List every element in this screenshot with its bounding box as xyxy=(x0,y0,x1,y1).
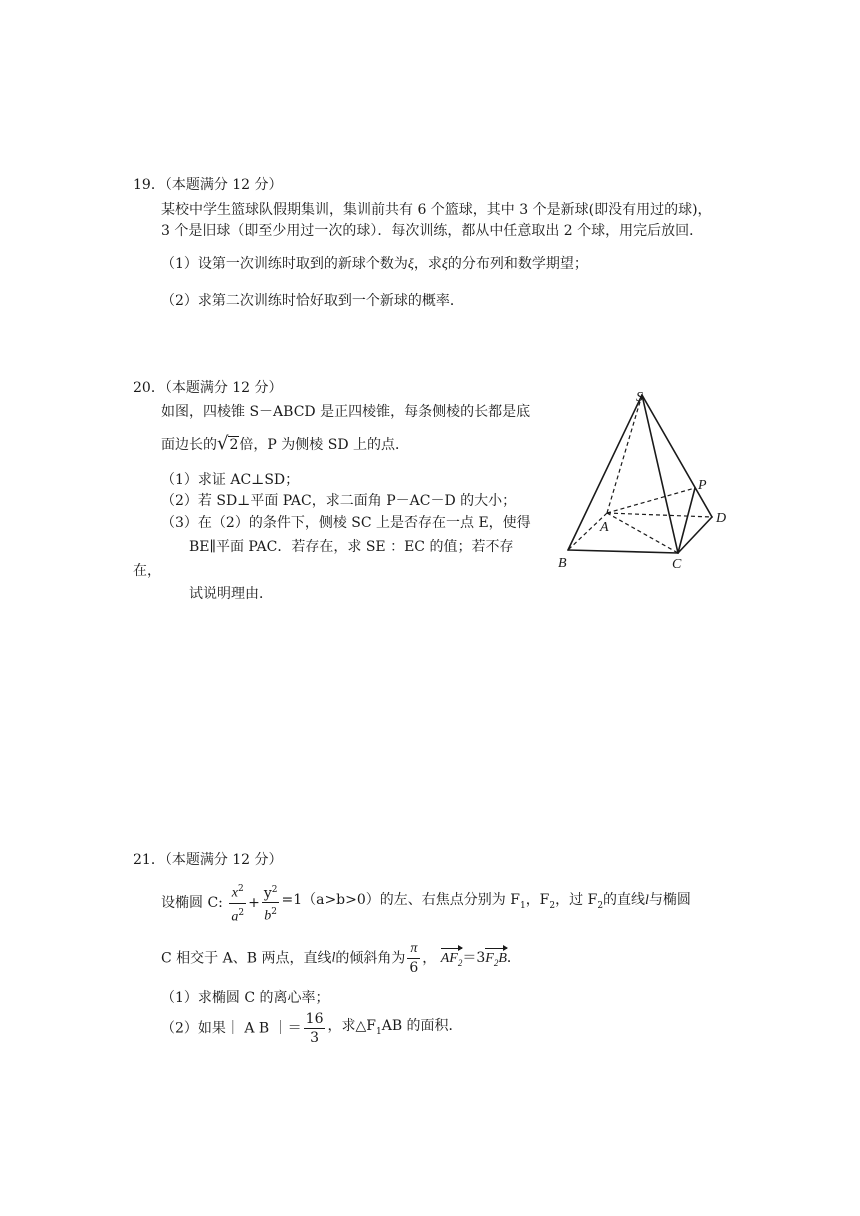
sqrt-2: √2 xyxy=(217,433,239,454)
q19-part1 xyxy=(161,254,588,275)
q21-l1-b: =1（a>b>0）的左、右焦点分别为 $F_1$，$F_2$，过 $F_2$的直线l与椭圆 xyxy=(281,892,691,912)
q19-line2: 3 个是旧球（即至少用过一次的球）．每次训练，都从中任意取出 2 个球，用完后放回． xyxy=(161,223,704,239)
q19-line1: 某校中学生篮球队假期集训，集训前共有 6 个篮球，其中 3 个是新球(即没有用过的球)， xyxy=(161,202,712,218)
q21-l2-a: C 相交于 A、B 两点，直线 xyxy=(161,950,332,967)
q21-l1-a: 设椭圆 C: xyxy=(161,895,223,912)
denominator-3: 3 xyxy=(310,1030,320,1046)
exp-2: 2 xyxy=(238,907,245,918)
q20-part2: （2）若 SD⊥平面 PAC，求二面角 P－AC－D 的大小； xyxy=(161,493,517,509)
var-a: a xyxy=(231,909,239,925)
q20-line2-b: 倍，P 为侧棱 SD 上的点． xyxy=(239,437,409,453)
q20-line2 xyxy=(161,434,409,455)
label-B: B xyxy=(558,556,567,571)
q21-part2 xyxy=(161,1010,463,1047)
q19-part1-c: 的分布列和数学期望； xyxy=(447,256,588,272)
sqrt-radicand: 2 xyxy=(229,437,239,453)
pi-symbol: π xyxy=(407,940,420,959)
exp-2: 2 xyxy=(271,907,277,918)
q20-part3-line3: 在， xyxy=(133,563,161,579)
fraction-pi-6 xyxy=(407,940,420,977)
q20-part1: （1）求证 AC⊥SD； xyxy=(161,472,300,488)
label-A: A xyxy=(600,520,609,535)
q21-p2-b: ，求$\triangle F_1AB$ 的面积． xyxy=(327,1017,463,1037)
edge-AC xyxy=(607,513,678,553)
fraction-y2-b2 xyxy=(262,881,280,926)
q19-header: 19．（本题满分 12 分） xyxy=(133,177,283,193)
q20-part3-line2: BE∥平面 PAC．若存在，求 SE ：EC 的值；若不存 xyxy=(189,539,514,555)
q20-line1: 如图，四棱锥 S－ABCD 是正四棱锥，每条侧棱的长都是底 xyxy=(161,404,531,420)
q19-part1-a: （1）设第一次训练时取到的新球个数为 xyxy=(161,256,408,272)
label-S: S xyxy=(636,390,643,405)
fraction-16-3 xyxy=(304,1010,326,1047)
fraction-x2-a2 xyxy=(229,880,246,926)
pyramid-figure xyxy=(550,385,735,575)
var-b: b xyxy=(264,908,272,924)
vector-AF2: $AF_2$ xyxy=(441,946,463,972)
q20-part3-line4: 试说明理由． xyxy=(189,586,273,602)
xi-symbol: ξ xyxy=(441,257,448,272)
numerator-16: 16 xyxy=(305,1011,324,1027)
edge-AD xyxy=(607,513,712,517)
var-x: x xyxy=(231,885,238,901)
q19-part2: （2）求第二次训练时恰好取到一个新球的概率． xyxy=(161,293,464,309)
edge-AP xyxy=(607,488,695,513)
denominator-6: 6 xyxy=(409,960,419,976)
edge-SA xyxy=(607,395,642,513)
edge-BC xyxy=(568,550,678,553)
q21-line2: C 相交于 A、B 两点，直线l的倾斜角为 $\frac{\pi}{6}$ ， $AF_2=3F_2B$． xyxy=(161,941,521,976)
q20-header: 20．（本题满分 12 分） xyxy=(133,380,283,396)
q20-line2-a: 面边长的 xyxy=(161,437,217,453)
label-C: C xyxy=(672,557,682,572)
label-D: D xyxy=(716,511,727,526)
q21-line1 xyxy=(161,880,691,926)
q19-part1-b: ，求 xyxy=(413,256,442,272)
exp-2: 2 xyxy=(271,884,278,895)
plus-sign: + xyxy=(248,895,260,912)
var-l: l xyxy=(331,950,336,966)
q20-part3: （3）在（2）的条件下，侧棱 SC 上是否存在一点 E，使得 xyxy=(161,515,531,531)
q21-header: 21．（本题满分 12 分） xyxy=(133,852,283,868)
q21-part1: （1）求椭圆 C 的离心率； xyxy=(161,990,330,1006)
edge-SC xyxy=(642,395,678,553)
xi-symbol: ξ xyxy=(407,257,414,272)
q21-l2-b: 的倾斜角为 xyxy=(335,950,406,967)
edge-SD xyxy=(642,395,712,517)
q21-p2-a: （2）如果｜ A B ｜＝ xyxy=(161,1020,302,1037)
label-P: P xyxy=(698,478,707,493)
exp-2: 2 xyxy=(237,884,244,894)
var-y: y xyxy=(263,885,272,902)
vector-F2B: $F_2B$ xyxy=(485,946,507,972)
var-l: l xyxy=(645,893,649,909)
vector-equation: $AF_2=3F_2B$． xyxy=(441,950,521,966)
